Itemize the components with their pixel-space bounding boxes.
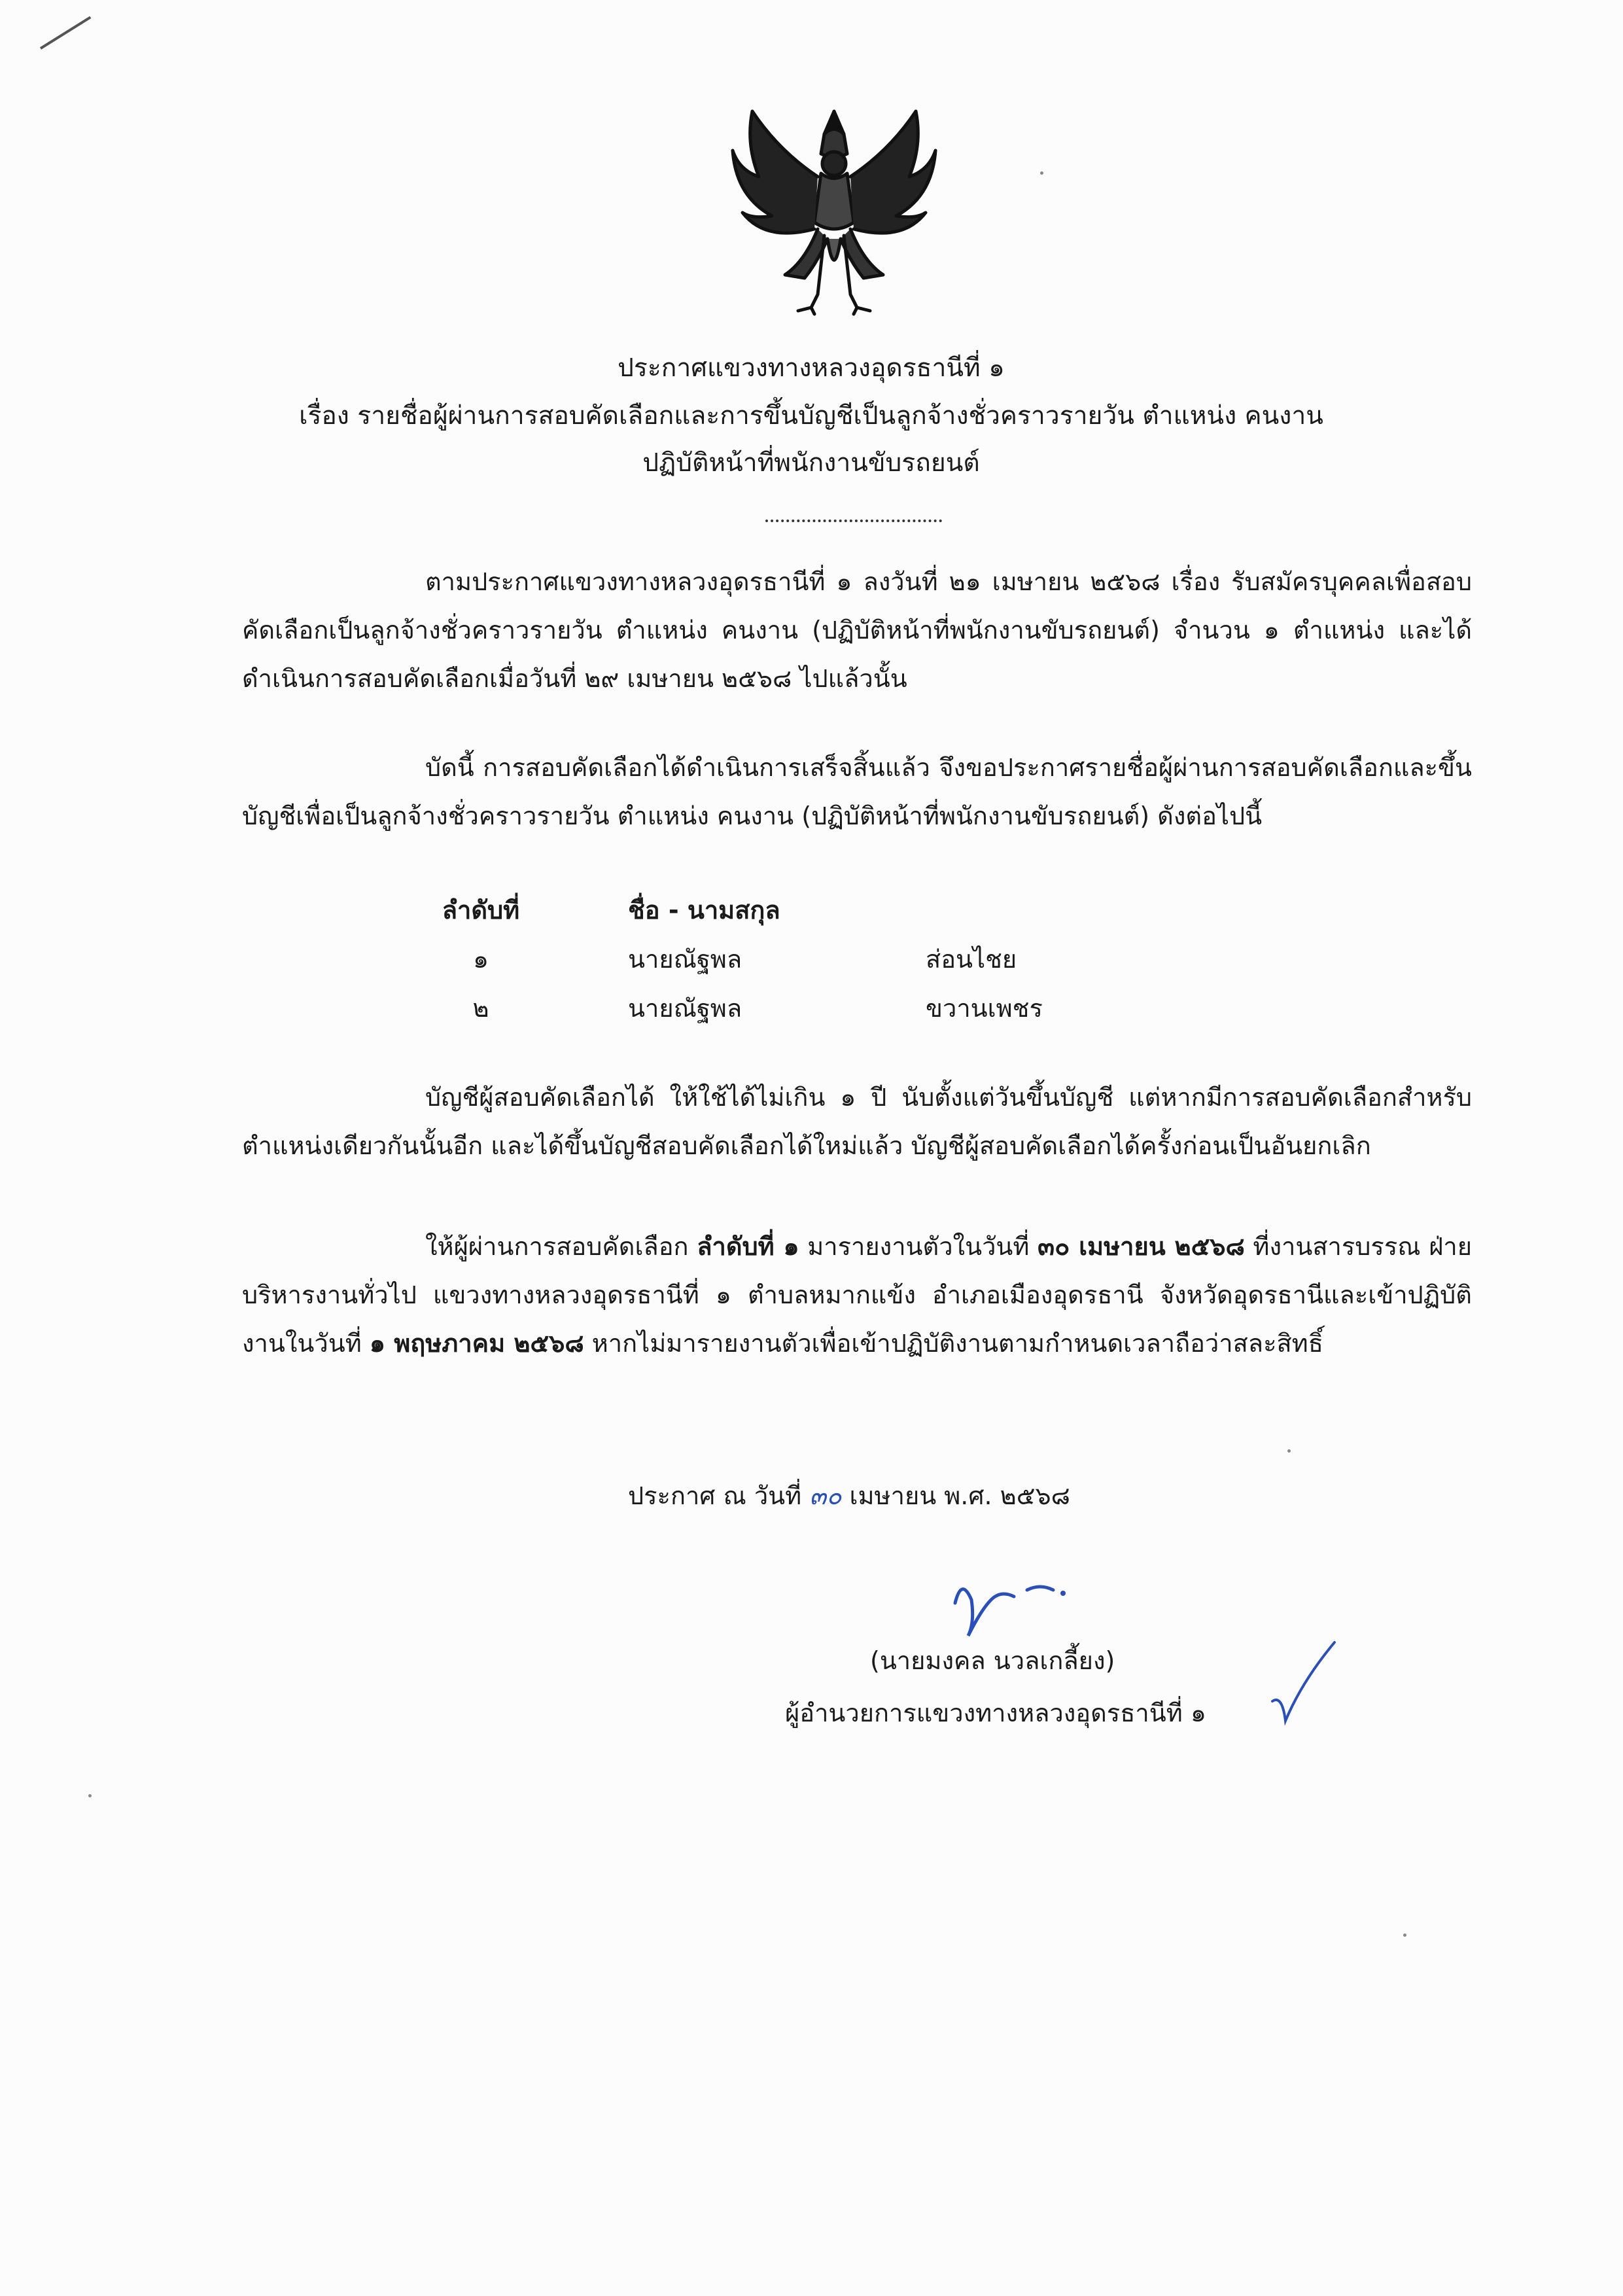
garuda-emblem-icon — [726, 98, 942, 321]
scan-mark — [40, 16, 91, 50]
handwritten-day: ๓๐ — [809, 1481, 842, 1510]
date-suffix: เมษายน พ.ศ. ๒๕๖๘ — [841, 1481, 1070, 1510]
announcement-date — [628, 1477, 1070, 1514]
scan-speck — [1040, 171, 1043, 175]
header-order: ลำดับที่ — [442, 896, 520, 925]
row-last-name: ส่อนไชย — [926, 945, 1017, 974]
signer-name: (นายมงคล นวลเกลี้ยง) — [870, 1646, 1115, 1675]
subject-line-1: เรื่อง รายชื่อผู้ผ่านการสอบคัดเลือกและการขึ้นบัญชีเป็นลูกจ้างชั่วคราวรายวัน ตำแหน่ง คนงาน — [299, 401, 1323, 431]
signature-icon — [942, 1564, 1138, 1642]
report-date: ๓๐ เมษายน ๒๕๖๘ — [1038, 1232, 1245, 1261]
check-mark-icon — [1269, 1636, 1341, 1734]
signer-title: ผู้อำนวยการแขวงทางหลวงอุดรธานีที่ ๑ — [785, 1699, 1206, 1727]
scan-speck — [88, 1794, 92, 1797]
row-first-name: นายณัฐพล — [628, 945, 742, 974]
announcement-title: ประกาศแขวงทางหลวงอุดรธานีที่ ๑ — [618, 353, 1005, 383]
row-last-name: ขวานเพชร — [926, 994, 1043, 1023]
row-first-name: นายณัฐพล — [628, 994, 742, 1023]
paragraph-3: บัญชีผู้สอบคัดเลือกได้ ให้ใช้ได้ไม่เกิน ๑ ปี นับตั้งแต่วันขึ้นบัญชี แต่หากมีการสอบคัดเลือกสำหรับตำแหน่งเดียวกันนั้นอีก และได้ขึ้นบัญชีสอบคัดเลือกได้ใหม่แล้ว บัญชีผู้สอบคัดเลือกได้ครั้งก่อนเป็นอันยกเลิก — [242, 1083, 1472, 1160]
paragraph-2: บัดนี้ การสอบคัดเลือกได้ดำเนินการเสร็จสิ้นแล้ว จึงขอประกาศรายชื่อผู้ผ่านการสอบคัดเลือกและขึ้นบัญชีเพื่อเป็นลูกจ้างชั่วคราวรายวัน ตำแหน่ง คนงาน (ปฏิบัติหน้าที่พนักงานขับรถยนต์) ดังต่อไปนี้ — [242, 753, 1472, 830]
subject-line-2: ปฏิบัติหน้าที่พนักงานขับรถยนต์ — [642, 448, 980, 478]
paragraph-4-text-e: ที่งานสารบรรณ ฝ่ายบริหารงานทั่วไป แขวงทางหลวงอุดรธานีที่ ๑ ตำบลหมากแข้ง อำเภอเมืองอุดรธานี จังหวัดอุดรธานีและเข้าปฏิบัติงานในวันที่ — [242, 1232, 1473, 1358]
paragraph-1: ตามประกาศแขวงทางหลวงอุดรธานีที่ ๑ ลงวันที่ ๒๑ เมษายน ๒๕๖๘ เรื่อง รับสมัครบุคคลเพื่อสอบคัดเลือกเป็นลูกจ้างชั่วคราวรายวัน ตำแหน่ง คนงาน (ปฏิบัติหน้าที่พนักงานขับรถยนต์) จำนวน ๑ ตำแหน่ง และได้ดำเนินการสอบคัดเลือกเมื่อวันที่ ๒๙ เมษายน ๒๕๖๘ ไปแล้วนั้น — [242, 567, 1472, 693]
date-prefix: ประกาศ ณ วันที่ — [628, 1481, 810, 1510]
paragraph-4-text-c: มารายงานตัวในวันที่ — [799, 1232, 1038, 1261]
paragraph-4-order: ลำดับที่ ๑ — [697, 1232, 799, 1261]
paragraph-4-text-g: หากไม่มารายงานตัวเพื่อเข้าปฏิบัติงานตามกำหนดเวลาถือว่าสละสิทธิ์ — [584, 1329, 1323, 1358]
paragraph-4 — [242, 1222, 1472, 1368]
dotted-divider — [765, 518, 942, 522]
paragraph-4-text-a: ให้ผู้ผ่านการสอบคัดเลือก — [425, 1232, 697, 1261]
scan-speck — [1287, 1449, 1291, 1453]
row-order: ๒ — [472, 994, 489, 1023]
start-date: ๑ พฤษภาคม ๒๕๖๘ — [369, 1329, 584, 1358]
row-order: ๑ — [472, 945, 489, 974]
scan-speck — [1403, 1934, 1406, 1937]
header-name: ชื่อ - นามสกุล — [628, 896, 780, 925]
